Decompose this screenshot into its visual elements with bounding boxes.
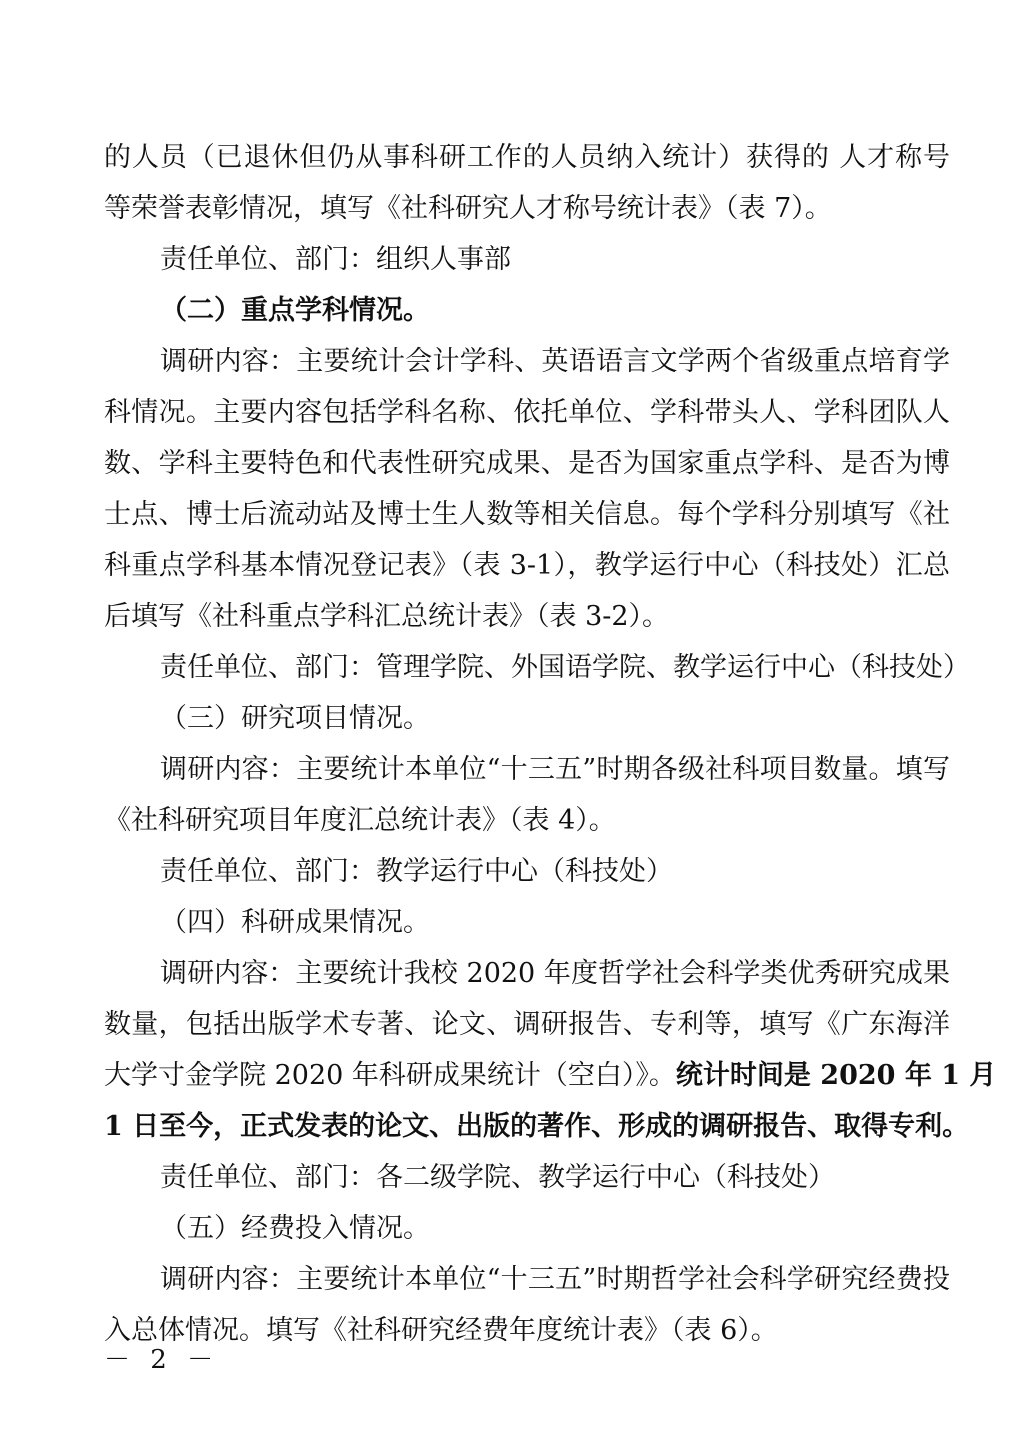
bold-text-line: 1 日至今，正式发表的论文、出版的著作、形成的调研报告、取得专利。 [104, 1111, 970, 1142]
text-line: 后填写《社科重点学科汇总统计表》（表 3-2）。 [104, 601, 670, 632]
text-line: 调研内容：主要统计本单位“十三五”时期哲学社会科学研究经费投 [160, 1264, 950, 1295]
document-body [104, 132, 997, 1356]
text-line: 科情况。主要内容包括学科名称、依托单位、学科带头人、学科团队人 [104, 397, 950, 428]
text-line: 调研内容：主要统计我校 2020 年度哲学社会科学类优秀研究成果 [160, 958, 950, 989]
section-heading: （二）重点学科情况。 [160, 295, 430, 326]
text-line: 数、学科主要特色和代表性研究成果、是否为国家重点学科、是否为博 [104, 448, 950, 479]
section-heading: （三）研究项目情况。 [160, 703, 430, 734]
text-line: 责任单位、部门：管理学院、外国语学院、教学运行中心（科技处） [160, 652, 970, 683]
text-line: 入总体情况。填写《社科研究经费年度统计表》（表 6）。 [104, 1315, 778, 1346]
text-line: 《社科研究项目年度汇总统计表》（表 4）。 [104, 805, 616, 836]
page-number: － 2 － [104, 1345, 220, 1375]
section-heading: （四）科研成果情况。 [160, 907, 430, 938]
text-line [104, 1050, 997, 1101]
text-line: 调研内容：主要统计会计学科、英语语言文学两个省级重点培育学 [160, 346, 950, 377]
text-line: 责任单位、部门：教学运行中心（科技处） [160, 856, 673, 887]
text-line: 等荣誉表彰情况，填写《社科研究人才称号统计表》（表 7）。 [104, 193, 832, 224]
bold-text-segment: 统计时间是 2020 年 1 月 [675, 1060, 997, 1091]
text-line: 的人员（已退休但仍从事科研工作的人员纳入统计）获得的 人才称号 [104, 142, 950, 173]
text-line: 科重点学科基本情况登记表》（表 3-1），教学运行中心（科技处）汇总 [104, 550, 950, 581]
text-line: 责任单位、部门：各二级学院、教学运行中心（科技处） [160, 1162, 835, 1193]
text-line: 士点、博士后流动站及博士生人数等相关信息。每个学科分别填写《社 [104, 499, 950, 530]
text-line: 责任单位、部门：组织人事部 [160, 244, 511, 275]
text-line: 调研内容：主要统计本单位“十三五”时期各级社科项目数量。填写 [160, 754, 950, 785]
section-heading: （五）经费投入情况。 [160, 1213, 430, 1244]
text-line: 数量，包括出版学术专著、论文、调研报告、专利等，填写《广东海洋 [104, 1009, 950, 1040]
text-segment: 大学寸金学院 2020 年科研成果统计（空白）》。 [104, 1060, 676, 1091]
